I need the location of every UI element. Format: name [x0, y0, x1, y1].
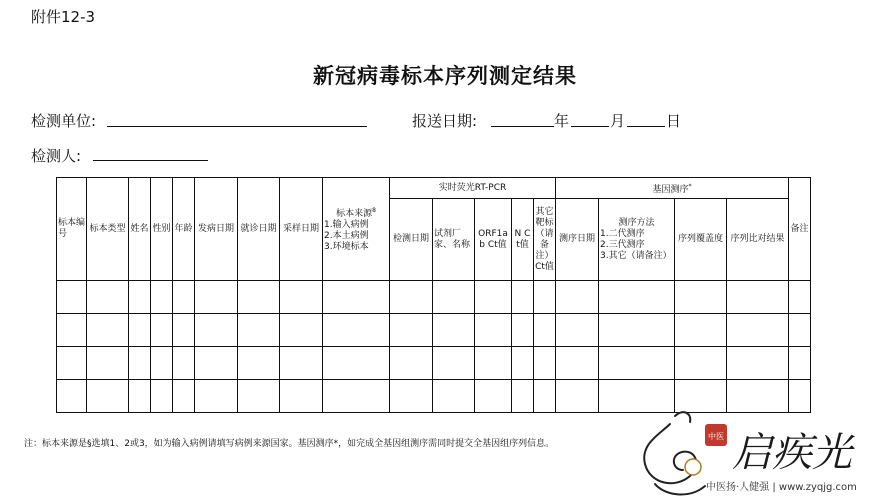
source-option-2: 2.本土病例: [324, 231, 369, 241]
report-date-label: 报送日期:: [412, 112, 478, 130]
header-rt-pcr: 实时荧光RT-PCR: [390, 178, 556, 199]
header-test-date: 检测日期: [390, 199, 433, 281]
gene-seq-mark: *: [688, 182, 692, 190]
month-label: 月: [610, 112, 626, 130]
table-row: [57, 314, 811, 347]
header-onset-date: 发病日期: [195, 178, 238, 281]
document-title: 新冠病毒标本序列测定结果: [313, 64, 577, 88]
table-row: [57, 347, 811, 380]
header-age: 年龄: [173, 178, 195, 281]
header-seq-method: [599, 199, 675, 281]
header-gene-seq: [556, 178, 789, 199]
header-coverage: 序列覆盖度: [675, 199, 727, 281]
month-line: [571, 126, 609, 127]
results-table: [56, 177, 811, 413]
header-orf1ab: ORF1ab Ct值: [475, 199, 512, 281]
attachment-label: 附件12-3: [31, 8, 96, 26]
footnote: 注：标本来源是§选填1、2或3，如为输入病例请填写病例来源国家。基因测序*，如完成全基因组测序需同时提交全基因组序列信息。: [24, 439, 555, 449]
header-seq-date: 测序日期: [556, 199, 599, 281]
header-sex: 性别: [151, 178, 173, 281]
header-sample-type: 标本类型: [87, 178, 129, 281]
seal-circle-icon: [685, 459, 701, 475]
source-option-3: 3.环境标本: [324, 242, 369, 252]
table-row: [57, 281, 811, 314]
seq-method-title: 测序方法: [618, 217, 655, 228]
method-option-3: 3.其它（请备注）: [600, 250, 672, 261]
watermark-site: www.zyqjg.com: [778, 482, 857, 493]
header-reagent: 试剂厂家、名称: [433, 199, 475, 281]
day-line: [627, 126, 665, 127]
tester-label: 检测人:: [31, 147, 82, 165]
day-label: 日: [666, 112, 682, 130]
brush-swirl-icon: [644, 412, 705, 494]
year-label: 年: [554, 112, 570, 130]
seal-text: 中医: [708, 432, 724, 441]
method-option-1: 1.二代测序: [600, 228, 645, 239]
header-visit-date: 就诊日期: [238, 178, 280, 281]
source-option-1: 1.输入病例: [324, 220, 369, 230]
unit-label: 检测单位:: [31, 112, 97, 130]
tester-line: [93, 160, 208, 161]
year-line: [491, 126, 554, 127]
header-remarks: 备注: [789, 178, 811, 281]
header-other-target: 其它靶标（请备注）Ct值: [534, 199, 556, 281]
header-name: 姓名: [129, 178, 151, 281]
brand-text: 启疾光: [732, 430, 852, 476]
header-n-ct: N Ct值: [512, 199, 534, 281]
header-sampling-date: 采样日期: [280, 178, 323, 281]
gene-seq-title: 基因测序: [652, 184, 689, 195]
header-sample-source: [323, 178, 390, 281]
watermark-tagline: 中医扬·人健强: [706, 482, 770, 493]
header-sample-no: 标本编号: [57, 178, 87, 281]
header-compare: 序列比对结果: [727, 199, 789, 281]
sample-source-mark: 8: [372, 207, 376, 214]
sample-source-title: 标本来源: [336, 209, 373, 219]
method-option-2: 2.三代测序: [600, 239, 645, 250]
watermark-url: 中医扬·人健强 | www.zyqjg.com: [706, 482, 857, 493]
unit-line: [107, 126, 367, 127]
